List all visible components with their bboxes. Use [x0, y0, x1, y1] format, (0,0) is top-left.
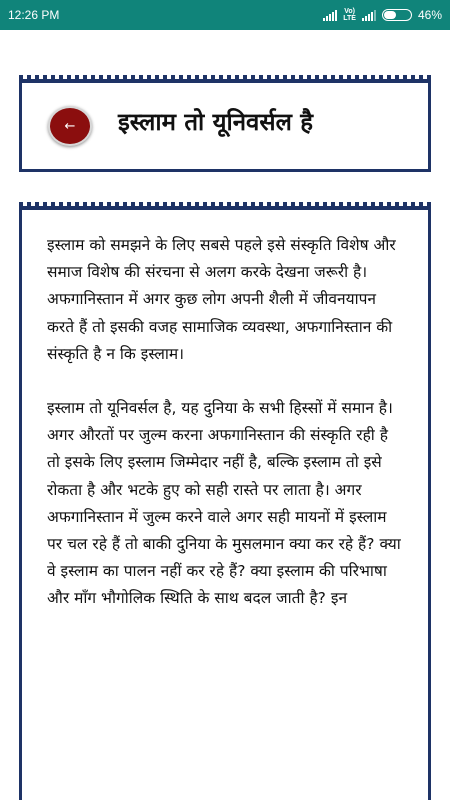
battery-icon	[382, 9, 412, 21]
status-bar	[0, 0, 450, 30]
battery-percent: 46%	[417, 8, 442, 22]
signal-icon	[323, 10, 337, 21]
page-title: इस्लाम तो यूनिवर्सल है	[118, 108, 313, 136]
status-time: 12:26 PM	[8, 8, 60, 22]
volte-label: Vo)	[344, 8, 355, 15]
back-arrow-icon: ←	[64, 118, 76, 134]
article-body	[47, 232, 405, 640]
volte-lte-icon	[343, 8, 356, 22]
lte-label: LTE	[343, 15, 356, 22]
header-decorative-border	[19, 75, 431, 83]
content-decorative-border	[19, 202, 431, 210]
content-card	[19, 207, 431, 800]
back-button[interactable]	[48, 106, 92, 146]
signal-icon-2	[362, 10, 376, 21]
header-card	[19, 80, 431, 172]
article-paragraph: इस्लाम तो यूनिवर्सल है, यह दुनिया के सभी हिस्सों में समान है। अगर औरतों पर जुल्म करना अफगानिस्तान की संस्कृति रही है तो इसके लिए इस्लाम जिम्मेदार नहीं है, बल्कि इस्लाम तो इसे रोकता है और भटके हुए को सही रास्ते पर लाता है। अगर अफगानिस्तान में जुल्म करने वाले अगर सही मायनों में इस्लाम पर चल रहे हैं तो बाकी दुनिया के मुसलमान क्या कर रहे हैं? क्या वे इस्लाम का पालन नहीं कर रहे हैं? क्या इस्लाम की परिभाषा और माँग भौगोलिक स्थिति के साथ बदल जाती है? इन	[47, 399, 401, 608]
status-icons	[323, 8, 442, 22]
article-paragraph: इस्लाम को समझने के लिए सबसे पहले इसे संस्कृति विशेष और समाज विशेष की संरचना से अलग करके देखना जरूरी है। अफगानिस्तान में अगर कुछ लोग अपनी शैली में जीवनयापन करते हैं तो इसकी वजह सामाजिक व्यवस्था, अफगानिस्तान की संस्कृति है न कि इस्लाम।	[47, 236, 396, 363]
